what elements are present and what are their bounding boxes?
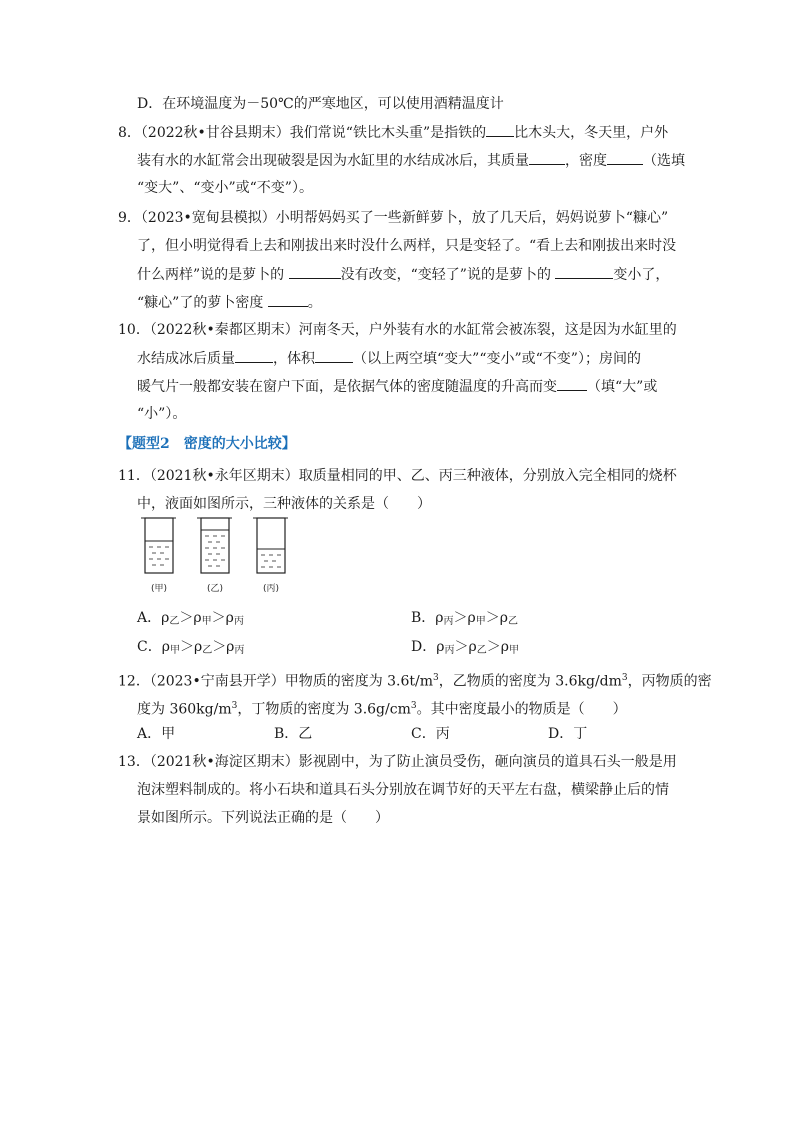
q9-text: 。 — [307, 295, 322, 311]
q10-text: （以上两空填“变大”“变小”或“不变”）；房间的 — [353, 351, 641, 367]
beaker-bing — [253, 518, 288, 573]
rho: ρ — [161, 610, 170, 626]
rho: ρ — [161, 639, 170, 655]
sub: 乙 — [202, 645, 213, 656]
sub: 甲 — [201, 616, 212, 627]
sub: 丙 — [234, 645, 245, 656]
gt-rho: ＞ρ — [486, 639, 509, 655]
q11-line-1: 11．（2021秋•永年区期末）取质量相同的甲、乙、丙三种液体，分别放入完全相同的烧杯 — [118, 468, 677, 484]
gt-rho: ＞ρ — [454, 639, 477, 655]
sub: 丙 — [443, 616, 454, 627]
answer-blank[interactable] — [289, 264, 341, 279]
option-prefix: D． — [411, 639, 437, 655]
gt-rho: ＞ρ — [179, 639, 203, 655]
q7-option-d: D．在环境温度为－50℃的严寒地区，可以使用酒精温度计 — [137, 96, 504, 112]
q12-option-b[interactable]: B．乙 — [274, 726, 313, 742]
q8-line-1 — [118, 122, 668, 143]
sub: 乙 — [169, 616, 180, 627]
answer-blank[interactable] — [557, 376, 587, 391]
q8-line-2 — [137, 150, 685, 171]
q12-text: ，丙物质的密 — [627, 673, 712, 690]
q11-option-d[interactable] — [411, 637, 519, 661]
answer-blank[interactable] — [315, 348, 353, 363]
q9-text: 什么两样”说的是萝卜的 — [137, 267, 285, 283]
q9-line-4 — [137, 292, 322, 313]
q10-line-1: 10．（2022秋•秦都区期末）河南冬天，户外装有水的水缸常会被冻裂，这是因为水缸里的 — [118, 322, 677, 338]
answer-blank[interactable] — [268, 292, 308, 307]
q13-line-1: 13．（2021秋•海淀区期末）影视剧中，为了防止演员受伤，砸向演员的道具石头一般是用 — [118, 754, 677, 770]
option-prefix: C． — [137, 639, 162, 655]
q8-text: 比木头大，冬天里，户外 — [514, 125, 669, 141]
q11-line-2: 中，液面如图所示，三种液体的关系是（ ） — [137, 496, 431, 512]
q8-text: （选填 — [643, 153, 685, 169]
sub: 甲 — [169, 645, 180, 656]
superscript: 3 — [621, 673, 628, 683]
q12-option-d[interactable]: D．丁 — [548, 726, 588, 742]
sub: 甲 — [475, 616, 486, 627]
q9-line-3 — [137, 264, 669, 285]
beakers-figure — [138, 514, 298, 596]
q10-line-3 — [137, 376, 657, 397]
superscript: 3 — [433, 673, 439, 683]
q8-text: 8．（2022秋•甘谷县期末）我们常说“铁比木头重”是指铁的 — [118, 125, 487, 141]
q10-line-4: “小”）。 — [137, 406, 187, 422]
q13-line-3: 景如图所示。下列说法正确的是（ ） — [137, 810, 389, 826]
q11-option-b[interactable] — [411, 608, 518, 632]
beaker-yi — [197, 518, 232, 573]
sub: 乙 — [508, 616, 518, 627]
q9-text: 变小了， — [613, 267, 670, 283]
q12-option-a[interactable]: A．甲 — [137, 726, 176, 742]
option-prefix: B． — [411, 610, 436, 626]
rho: ρ — [435, 610, 444, 626]
option-prefix: A． — [137, 610, 162, 626]
q9-text: 没有改变，“变轻了”说的是萝卜的 — [340, 267, 551, 283]
answer-blank[interactable] — [607, 150, 643, 165]
q10-line-2 — [137, 348, 641, 369]
q12-text: 12．（2023•宁南县开学）甲物质的密度为 3.6t/m — [118, 673, 434, 690]
q10-text: （填“大”或 — [587, 379, 658, 395]
q11-option-a[interactable] — [137, 608, 244, 632]
q12-text: 度为 360kg/m — [137, 701, 232, 718]
gt-rho: ＞ρ — [453, 610, 476, 626]
q12-line-2 — [137, 696, 627, 720]
q12-option-c[interactable]: C．丙 — [411, 726, 450, 742]
gt-rho: ＞ρ — [212, 639, 235, 655]
q12-text: ，丁物质的密度为 3.6g/cm — [237, 701, 411, 718]
q13-line-2: 泡沫塑料制成的。将小石块和道具石头分别放在调节好的天平左右盘，横梁静止后的情 — [137, 782, 669, 798]
q8-line-3: “变大”、“变小”或“不变”）。 — [137, 180, 313, 196]
answer-blank[interactable] — [529, 150, 565, 165]
q9-text: “糠心”了的萝卜密度 — [137, 295, 264, 311]
superscript: 3 — [231, 701, 238, 711]
section-heading: 【题型2 密度的大小比较】 — [118, 436, 296, 452]
q10-text: 暖气片一般都安装在窗户下面，是依据气体的密度随温度的升高而变 — [137, 379, 557, 395]
gt-rho: ＞ρ — [211, 610, 234, 626]
sub: 丙 — [233, 616, 244, 627]
q8-text: 装有水的水缸常会出现破裂是因为水缸里的水结成冰后，其质量 — [137, 153, 529, 169]
sub: 丙 — [444, 645, 455, 656]
sub: 甲 — [508, 645, 519, 656]
superscript: 3 — [410, 701, 417, 711]
label-yi: (乙) — [206, 584, 224, 594]
answer-blank[interactable] — [555, 264, 613, 279]
rho: ρ — [436, 639, 445, 655]
sub: 乙 — [476, 645, 487, 656]
label-jia: (甲) — [150, 584, 168, 594]
gt-rho: ＞ρ — [179, 610, 202, 626]
q12-text: ，乙物质的密度为 3.6kg/dm — [438, 673, 622, 690]
q12-text: 。其中密度最小的物质是（ ） — [416, 701, 627, 718]
beaker-jia — [141, 518, 176, 573]
q9-line-2: 了，但小明觉得看上去和刚拔出来时没什么两样，只是变轻了。“看上去和刚拔出来时没 — [137, 238, 677, 254]
q9-line-1: 9．（2023•宽甸县模拟）小明帮妈妈买了一些新鲜萝卜，放了几天后，妈妈说萝卜“糠心” — [118, 210, 669, 226]
q8-text: ，密度 — [565, 153, 607, 169]
gt-rho: ＞ρ — [485, 610, 508, 626]
answer-blank[interactable] — [235, 348, 273, 363]
label-bing: (丙) — [262, 584, 280, 594]
q11-option-c[interactable] — [137, 637, 244, 661]
answer-blank[interactable] — [486, 122, 514, 137]
q10-text: ，体积 — [273, 351, 315, 367]
q12-line-1 — [118, 668, 712, 692]
q10-text: 水结成冰后质量 — [137, 351, 235, 367]
